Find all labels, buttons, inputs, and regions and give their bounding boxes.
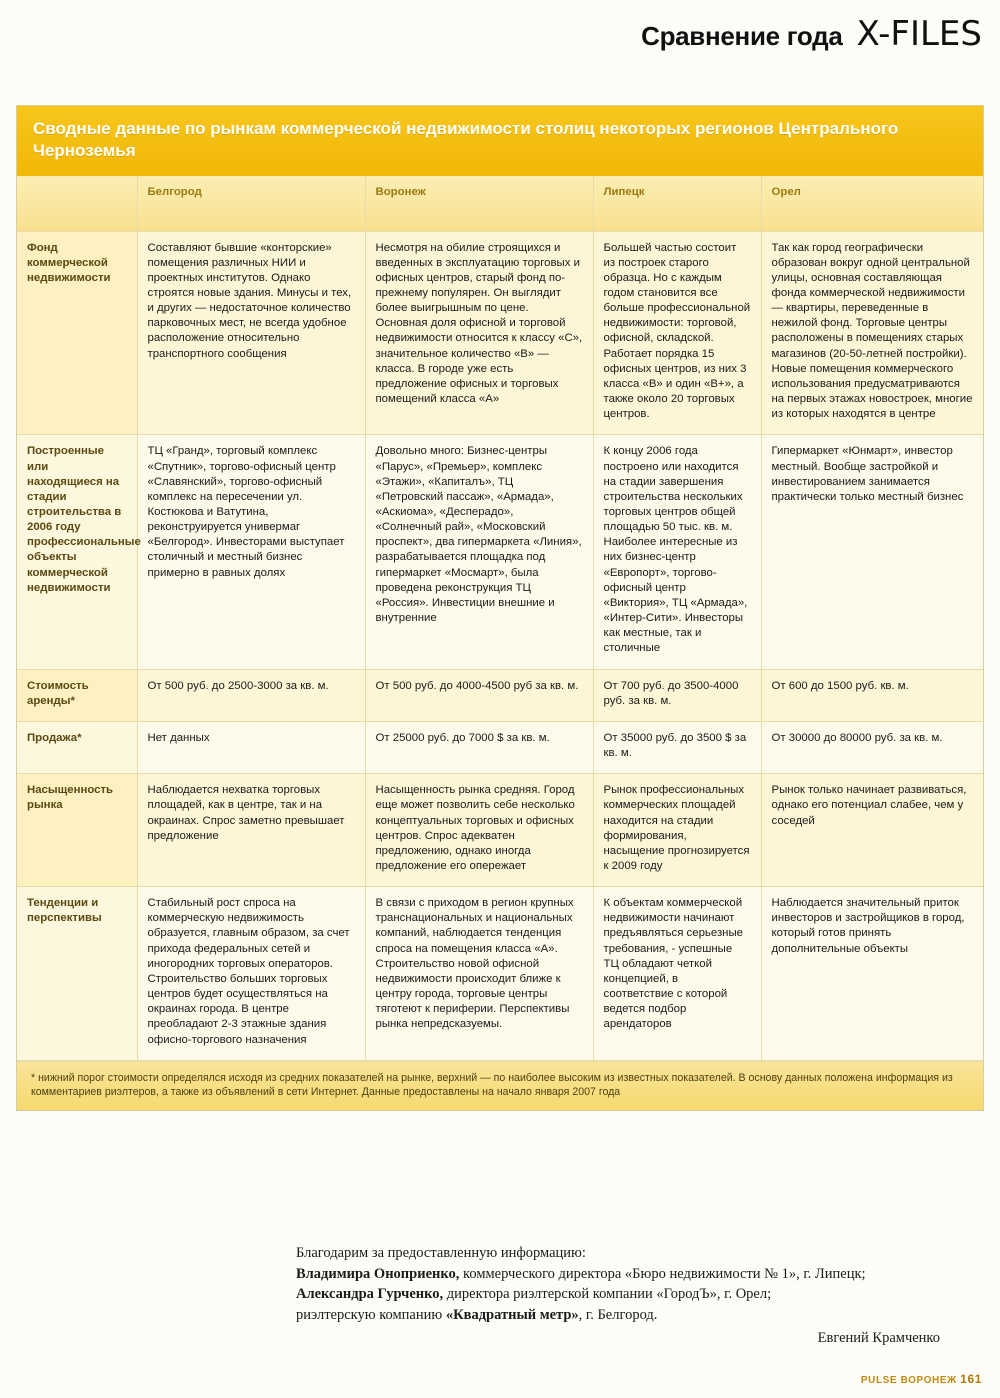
row-label: Насыщенность рынка: [17, 774, 137, 887]
credits-company-name: «Квадратный метр»: [445, 1306, 579, 1323]
column-header-belgorod: Белгород: [137, 176, 365, 232]
table-caption: Сводные данные по рынкам коммерческой недвижимости столиц некоторых регионов Центрального Черноземья: [33, 119, 899, 160]
cell-orel: Рынок только начинает развиваться, однако его потенциал слабее, чем у соседей: [761, 774, 983, 887]
credits-company-pre: риэлтерскую компанию: [296, 1306, 446, 1323]
credits-person-2-role: директора риэлтерской компании «ГородЪ», г. Орел;: [443, 1286, 772, 1303]
author-signature: Евгений Крамченко: [817, 1330, 940, 1346]
cell-lipetsk: Большей частью состоит из построек старого образца. Но с каждым годом становится все больше профессиональной недвижимости: торговой, офисной, складской. Работает порядка 15 офисных центров, из них 3 класса «В» и один «В+», а также около 20 торговых центров.: [593, 231, 761, 435]
cell-lipetsk: К объектам коммерческой недвижимости начинают предъявляться серьезные требования, - успешные ТЦ обладают четкой концепцией, в соответствие с которой ведется подбор арендаторов: [593, 887, 761, 1061]
column-header-orel: Орел: [761, 176, 983, 232]
table-header-row: [17, 176, 983, 232]
page-number: 161: [960, 1372, 982, 1386]
column-header-rowlabel: [17, 176, 137, 232]
credits-block: [296, 1243, 936, 1325]
cell-voronezh: Насыщенность рынка средняя. Город еще может позволить себе несколько концептуальных торговых и офисных центров. Спрос адекватен предложению, однако иногда предложение его опережает: [365, 774, 593, 887]
table-row: [17, 435, 983, 669]
comparison-table: [17, 176, 983, 1061]
credits-person-1-role: коммерческого директора «Бюро недвижимости № 1», г. Липецк;: [459, 1265, 866, 1282]
cell-orel: От 30000 до 80000 руб. за кв. м.: [761, 721, 983, 773]
cell-orel: От 600 до 1500 руб. кв. м.: [761, 669, 983, 721]
page-header: [641, 14, 982, 54]
cell-voronezh: От 25000 руб. до 7000 $ за кв. м.: [365, 721, 593, 773]
cell-belgorod: Составляют бывшие «конторские» помещения различных НИИ и проектных институтов. Однако строятся новые здания. Минусы и тех, и других — недостаточное количество парковочных мест, не всегда удобное расположение относительно транспортного сообщения: [137, 231, 365, 435]
cell-orel: Наблюдается значительный приток инвесторов и застройщиков в город, который готов принять дополнительные объекты: [761, 887, 983, 1061]
row-label: Фонд коммерческой недвижимости: [17, 231, 137, 435]
credits-intro: Благодарим за предоставленную информацию:: [296, 1245, 586, 1261]
cell-belgorod: Наблюдается нехватка торговых площадей, как в центре, так и на окраинах. Спрос заметно превышает предложение: [137, 774, 365, 887]
row-label: Построенные или находящиеся на стадии строительства в 2006 году профессиональные объекты коммерческой недвижимости: [17, 435, 137, 669]
credits-person-2-name: Александра Гурченко,: [296, 1286, 444, 1303]
cell-belgorod: Стабильный рост спроса на коммерческую недвижимость образуется, главным образом, за счет прихода федеральных сетей и иногородних торговых операторов. Строительство больших торговых центров будет осуществляться на окраинах города. В центре преобладают 2-3 этажные здания офисно-торгового назначения: [137, 887, 365, 1061]
cell-voronezh: В связи с приходом в регион крупных транснациональных и национальных компаний, наблюдается тенденция спроса на помещения класса «А». Строительство новой офисной недвижимости происходит ближе к центру города, торговые центры тяготеют к периферии. Перспективы рынка непредсказуемы.: [365, 887, 593, 1061]
cell-orel: Так как город географически образован вокруг одной центральной улицы, основная составляющая фонда коммерческой недвижимости — квартиры, переведенные в нежилой фонд. Торговые центры расположены в помещениях старых магазинов (20-50-летней постройки). Новые помещения коммерческого использования предусматриваются на первых этажах новостроек, многие из которых находятся в центре: [761, 231, 983, 435]
credits-company-rest: , г. Белгород.: [578, 1306, 658, 1323]
table-row: [17, 774, 983, 887]
credits-company: [296, 1305, 936, 1326]
cell-belgorod: ТЦ «Гранд», торговый комплекс «Спутник», торгово-офисный центр «Славянский», торгово-офисный комплекс на пересечении ул. Костюкова и Ватутина, реконструируется универмаг «Белгород». Инвесторами выступает столичный и местный бизнес примерно в равных долях: [137, 435, 365, 669]
cell-voronezh: От 500 руб. до 4000-4500 руб за кв. м.: [365, 669, 593, 721]
cell-belgorod: От 500 руб. до 2500-3000 за кв. м.: [137, 669, 365, 721]
column-header-lipetsk: Липецк: [593, 176, 761, 232]
table-row: [17, 721, 983, 773]
table-footnote: * нижний порог стоимости определялся исходя из средних показателей на рынке, верхний — по наиболее высоким из известных показателей. В основу данных положена информация из комментариев риэлтеров, а также из объявлений в сети Интернет. Данные предоставлены на начало января 2007 года: [17, 1061, 983, 1110]
cell-voronezh: Несмотря на обилие строящихся и введенных в эксплуатацию торговых и офисных центров, старый фонд по-прежнему популярен. Он выглядит более выигрышным по цене. Основная доля офисной и торговой недвижимости относится к классу «С», значительное количество «В» — класса. В городе уже есть предложение офисных и торговых помещений класса «А»: [365, 231, 593, 435]
row-label: Тенденции и перспективы: [17, 887, 137, 1061]
row-label: Продажа*: [17, 721, 137, 773]
table-row: [17, 887, 983, 1061]
cell-voronezh: Довольно много: Бизнес-центры «Парус», «Премьер», комплекс «Этажи», «Капиталъ», ТЦ «Петровский пассаж», «Армада», «Аскиома», «Десперадо», «Солнечный рай», «Московский проспект», два гипермаркета «Линия», разрабатывается площадка под гипермаркет «Мосмарт», была проведена реконструкция ТЦ «Россия». Инвестиции внешние и внутренние: [365, 435, 593, 669]
credits-person-1: [296, 1264, 936, 1285]
cell-lipetsk: От 35000 руб. до 3500 $ за кв. м.: [593, 721, 761, 773]
publication-name: PULSE ВОРОНЕЖ: [860, 1375, 957, 1386]
cell-lipetsk: К концу 2006 года построено или находится на стадии завершения строительства нескольких торговых центров общей площадью 50 тыс. кв. м. Наиболее интересные из них бизнес-центр «Европорт», торгово-офисный центр «Виктория», ТЦ «Армада», «Интер-Сити». Инвесторы как местные, так и столичные: [593, 435, 761, 669]
cell-orel: Гипермаркет «Юнмарт», инвестор местный. Вообще застройкой и инвестированием занимается практически только местный бизнес: [761, 435, 983, 669]
table-row: [17, 231, 983, 435]
cell-lipetsk: Рынок профессиональных коммерческих площадей находится на стадии формирования, насыщение прогнозируется к 2009 году: [593, 774, 761, 887]
credits-person-1-name: Владимира Оноприенко,: [296, 1265, 460, 1282]
column-header-voronezh: Воронеж: [365, 176, 593, 232]
cell-belgorod: Нет данных: [137, 721, 365, 773]
cell-lipetsk: От 700 руб. до 3500-4000 руб. за кв. м.: [593, 669, 761, 721]
page-footer: [861, 1372, 982, 1386]
page-title: Сравнение года: [641, 21, 843, 51]
credits-person-2: [296, 1284, 936, 1305]
row-label: Стоимость аренды*: [17, 669, 137, 721]
table-caption-band: [17, 106, 983, 176]
brand-logo: X-FILES: [856, 14, 982, 54]
comparison-table-block: [16, 105, 984, 1111]
table-row: [17, 669, 983, 721]
